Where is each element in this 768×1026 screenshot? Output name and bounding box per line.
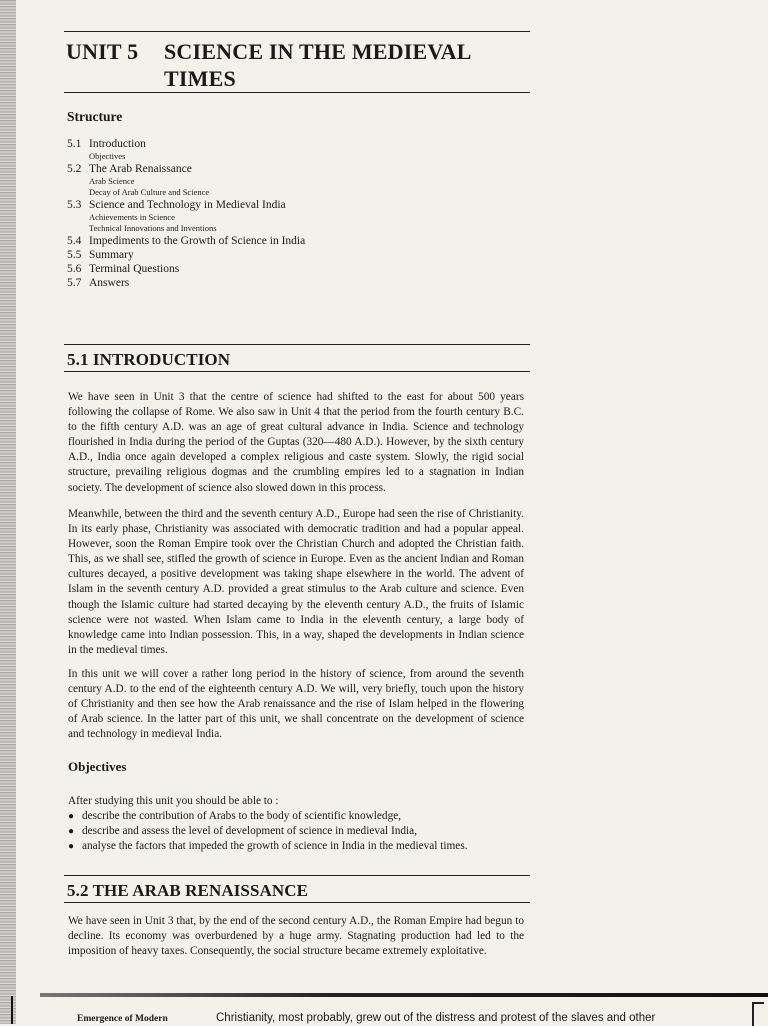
- unit-number: UNIT 5: [66, 39, 139, 64]
- book-binding-edge: [0, 0, 16, 1024]
- toc-subitem: Decay of Arab Culture and Science: [89, 187, 210, 197]
- toc-subitem: Arab Science: [89, 176, 135, 186]
- objectives-list: [68, 809, 468, 854]
- bullet-icon: ●: [68, 841, 75, 852]
- intro-paragraph-3: In this unit we will cover a rather long period in the history of science, from around the seventh century A.D. to the end of the eighteenth century A.D. We will, very briefly, touch upon the history of Christianity and then see how the Arab renaissance and the rise of Islam helped in the flowering of Arab science. In the latter part of this unit, we shall concentrate on the development of science and technology in medieval India.: [68, 668, 524, 741]
- objectives-heading: Objectives: [68, 759, 127, 774]
- toc-subitem: Technical Innovations and Inventions: [89, 223, 217, 233]
- toc-subitem: Objectives: [89, 151, 126, 161]
- section-5-2-top-rule: [64, 875, 530, 876]
- toc-item: 5.2 The Arab Renaissance: [67, 163, 192, 175]
- objective-item: ● describe and assess the level of development of science in medieval India,: [68, 825, 418, 837]
- binding-mark: [11, 996, 13, 1024]
- unit-title-line2: TIMES: [164, 66, 236, 91]
- section-5-1-heading: 5.1 INTRODUCTION: [67, 350, 231, 369]
- title-rule: [64, 92, 530, 93]
- page-bottom-bar: [40, 993, 768, 997]
- arab-renaissance-paragraph: We have seen in Unit 3 that, by the end of the second century A.D., the Roman Empire had begun to decline. Its economy was overburdened by a huge army. Stagnating production had led to the imposition of heavy taxes. Consequently, the social structure became extremely exploitative.: [68, 915, 524, 958]
- toc-item: 5.3 Science and Technology in Medieval India: [67, 199, 286, 211]
- objective-item: ● describe the contribution of Arabs to the body of scientific knowledge,: [68, 810, 402, 822]
- next-page-text: Christianity, most probably, grew out of the distress and protest of the slaves and other: [216, 1012, 656, 1024]
- objective-item: ● analyse the factors that impeded the growth of science in India in the medieval times.: [68, 840, 468, 852]
- unit-title-line1: SCIENCE IN THE MEDIEVAL: [164, 39, 472, 64]
- toc-subitem: Achievements in Science: [89, 212, 175, 222]
- objectives-intro: After studying this unit you should be able to :: [68, 795, 279, 807]
- unit-title: [66, 38, 472, 92]
- structure-heading: Structure: [67, 109, 123, 124]
- structure-list: [67, 137, 305, 290]
- section-5-2-bottom-rule: [64, 902, 530, 903]
- bullet-icon: ●: [68, 826, 75, 837]
- toc-item: 5.1 Introduction: [67, 138, 146, 150]
- section-5-1-top-rule: [64, 344, 530, 345]
- intro-paragraph-2: Meanwhile, between the third and the seventh century A.D., Europe had seen the rise of Christianity. In its early phase, Christianity was associated with democratic tradition and had a popular appeal. However, soon the Roman Empire took over the Christian Church and adopted the Christian faith. This, as we shall see, stifled the growth of science in Europe. Even as the ancient Indian and Roman cultures decayed, a positive development was taking shape elsewhere in the world. The advent of Islam in the seventh century A.D. provided a great stimulus to the Arab culture and science. Even though the Islamic culture had started decaying by the eleventh century A.D., the fruits of Islamic science were not wasted. When Islam came to India in the eleventh century, a large body of knowledge came into Indian possession. This, in a way, shaped the developments in Indian science in the medieval times.: [68, 508, 524, 656]
- section-5-2-heading: 5.2 THE ARAB RENAISSANCE: [67, 881, 309, 900]
- top-rule: [64, 31, 530, 32]
- toc-item: 5.4 Impediments to the Growth of Science in India: [67, 235, 306, 247]
- corner-bracket: [752, 1002, 764, 1026]
- bullet-icon: ●: [68, 811, 75, 822]
- toc-item: 5.7 Answers: [67, 277, 130, 289]
- intro-paragraph-1: We have seen in Unit 3 that the centre of science had shifted to the east for about 500 years following the collapse of Rome. We also saw in Unit 4 that the period from the fourth century B.C. to the fifth century A.D. was an age of great cultural advance in India. Science and technology flourished in India during the period of the Guptas (320—480 A.D.). However, by the sixth century A.D., India once again developed a complex religious and caste system. Slowly, the rigid social structure, prevailing religious dogmas and the crumbling empires led to a stagnation in Indian society. The development of science also slowed down in this process.: [68, 391, 524, 494]
- running-footer-label: Emergence of Modern: [77, 1014, 168, 1024]
- toc-item: 5.6 Terminal Questions: [67, 263, 180, 275]
- section-5-1-bottom-rule: [64, 371, 530, 372]
- toc-item: 5.5 Summary: [67, 249, 134, 261]
